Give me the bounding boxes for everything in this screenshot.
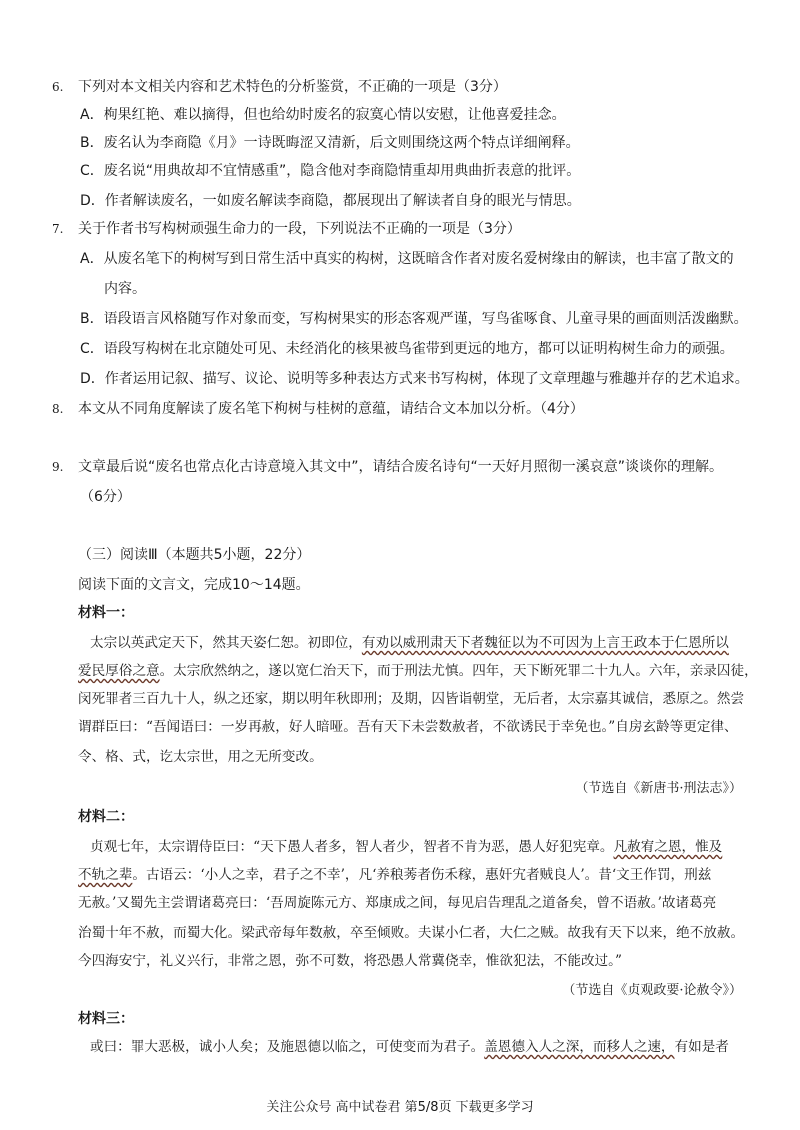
material-1-line: 令、格、式，讫太宗世，用之无所变改。 — [78, 749, 323, 765]
question-number: 8. — [52, 402, 64, 416]
material-2-line: 贞观七年，太宗谓侍臣曰：“天下愚人者多，智人者少，智者不肯为恶，愚人好犯宪章。凡赦宥之恩，惟及 — [90, 839, 723, 855]
underlined-passage: 不轨之辈 — [78, 867, 133, 883]
material-1-line: 闵死罪者三百九十人，纵之还家，期以明年秋即刑；及期，囚皆诣朝堂，无后者，太宗嘉其诚信，悉原之。然尝 — [78, 691, 745, 707]
question-6-stem: 6. 下列对本文相关内容和艺术特色的分析鉴赏，不正确的一项是（3分） — [52, 76, 772, 98]
underlined-passage: 盖恩德入人之深，而移人之速， — [484, 1039, 675, 1055]
material-2-source: （节选自《贞观政要·论赦令》） — [562, 983, 742, 998]
underlined-passage: 有劝以威刑肃天下者魏征以为不可因为上言王政本于仁恩所以 — [361, 635, 729, 651]
underlined-passage: 爱民厚俗之意 — [78, 663, 160, 679]
question-number: 9. — [52, 460, 64, 474]
question-7-option-a-continued: 内容。 — [104, 281, 146, 297]
underlined-passage: 凡赦宥之恩，惟及 — [613, 839, 723, 855]
material-2-label: 材料二： — [78, 809, 134, 825]
question-7-option-d: D．作者运用记叙、描写、议论、说明等多种表达方式来书写构树，体现了文章理趣与雅趣并存的艺术追求。 — [80, 371, 749, 387]
question-9-stem: 9. 文章最后说“废名也常点化古诗意境入其文中”，请结合废名诗句“一天好月照彻一溪哀意”谈谈你的理解。 — [52, 456, 772, 478]
material-2-line: 不轨之辈。古语云：‘小人之幸，君子之不幸’，凡‘养稂莠者伤禾稼，惠奸宄者贼良人’。昔‘文王作罚，刑兹 — [78, 867, 712, 883]
question-6-option-d: D．作者解读废名，一如废名解读李商隐，都展现出了解读者自身的眼光与情思。 — [80, 193, 581, 209]
page-footer: 关注公众号 高中试卷君 第5/8页 下载更多学习 — [266, 1100, 534, 1115]
material-2-line: 治蜀十年不赦，而蜀大化。梁武帝每年数赦，卒至倾败。夫谋小仁者，大仁之贼。故我有天下以来，绝不放赦。 — [78, 925, 745, 941]
material-1-label: 材料一： — [78, 605, 134, 621]
question-7-option-a: A．从废名笔下的枸树写到日常生活中真实的构树，这既暗含作者对废名爱树缘由的解读，也丰富了散文的 — [80, 251, 734, 267]
material-1-line: 谓群臣曰：“吾闻语曰：一岁再赦，好人暗哑。吾有天下未尝数赦者，不欲诱民于幸免也。”自房玄龄等更定律、 — [78, 719, 738, 735]
question-number: 6. — [52, 80, 64, 94]
question-7-option-b: B．语段语言风格随写作对象而变，写构树果实的形态客观严谨，写鸟雀啄食、儿童寻果的画面则活泼幽默。 — [80, 311, 748, 327]
material-2-line: 无赦。’又蜀先主尝谓诸葛亮曰：‘吾周旋陈元方、郑康成之间，每见启告理乱之道备矣，曾不语赦。’故诸葛亮 — [78, 895, 717, 911]
question-number: 7. — [52, 222, 64, 236]
material-1-source: （节选自《新唐书·刑法志》） — [575, 781, 742, 796]
section-title: （三）阅读Ⅲ（本题共5小题，22分） — [78, 547, 311, 563]
question-9-score: （6分） — [80, 489, 131, 505]
question-8-stem: 8. 本文从不同角度解读了废名笔下枸树与桂树的意蕴，请结合文本加以分析。（4分） — [52, 398, 772, 420]
material-1-line: 太宗以英武定天下，然其天姿仁恕。初即位，有劝以威刑肃天下者魏征以为不可因为上言王政本于仁恩所以 — [90, 635, 729, 651]
question-6-option-a: A．枸果红艳、难以摘得，但也给幼时废名的寂寞心情以安慰，让他喜爱挂念。 — [80, 107, 566, 123]
question-6-option-b: B．废名认为李商隐《月》一诗既晦涩又清新，后文则围绕这两个特点详细阐释。 — [80, 135, 580, 151]
section-instructions: 阅读下面的文言文，完成10～14题。 — [78, 577, 310, 593]
material-3-line: 或曰：罪大恶极，诚小人矣；及施恩德以临之，可使变而为君子。盖恩德入人之深，而移人之速，有如是者 — [90, 1039, 729, 1055]
question-7-stem: 7. 关于作者书写构树顽强生命力的一段，下列说法不正确的一项是（3分） — [52, 218, 772, 240]
question-7-option-c: C．语段写构树在北京随处可见、未经消化的核果被鸟雀带到更远的地方，都可以证明构树生命力的顽强。 — [80, 341, 734, 357]
question-6-option-c: C．废名说“用典故却不宜情感重”，隐含他对李商隐情重却用典曲折表意的批评。 — [80, 163, 581, 179]
material-1-line: 爱民厚俗之意。太宗欣然纳之，遂以宽仁治天下，而于刑法尤慎。四年，天下断死罪二十九人。六年，亲录囚徒， — [78, 663, 758, 679]
material-2-line: 今四海安宁，礼义兴行，非常之恩，弥不可数，将恐愚人常冀侥幸，惟欲犯法，不能改过。” — [78, 953, 622, 969]
material-3-label: 材料三： — [78, 1011, 134, 1027]
